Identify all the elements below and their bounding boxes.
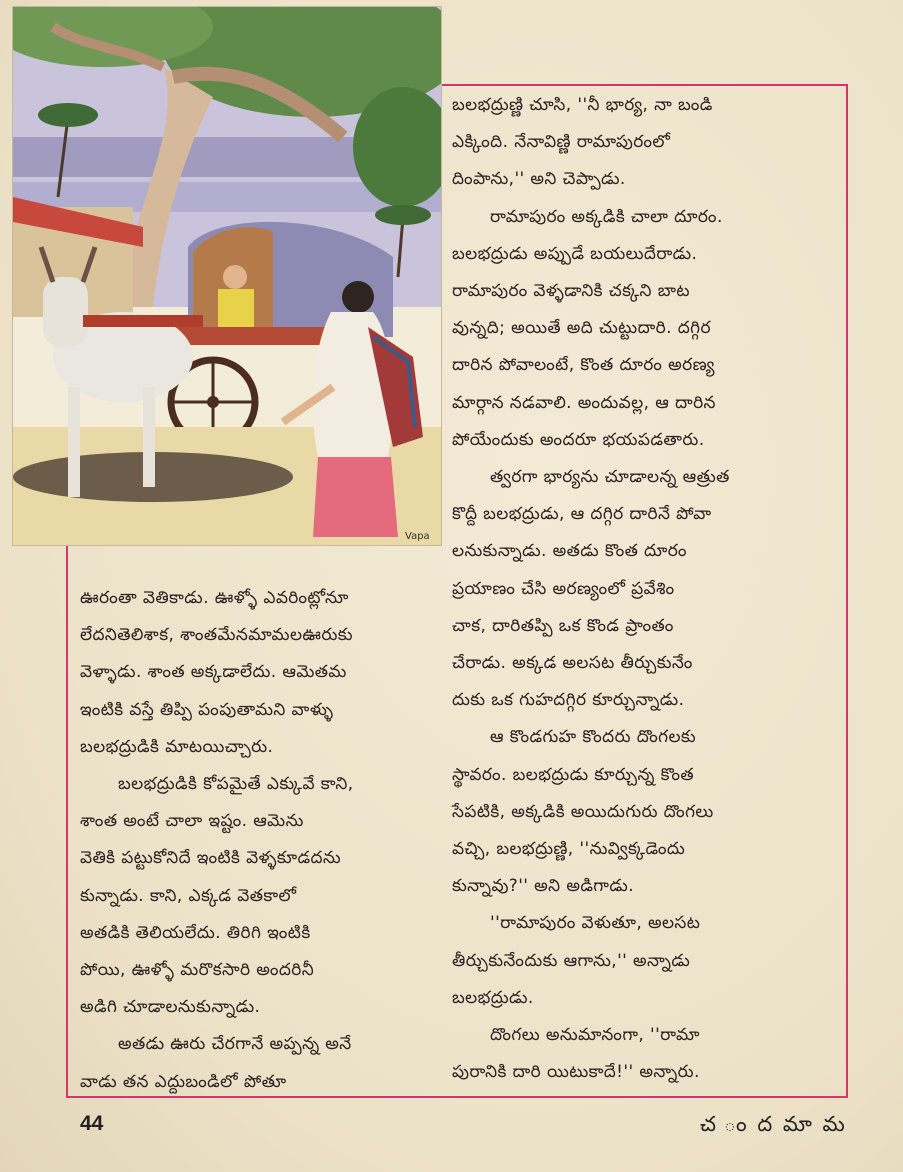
text-line: ''రామాపురం వెళుతూ, అలసట xyxy=(490,913,701,934)
text-line: కున్నావు?'' అని అడిగాడు. xyxy=(452,876,635,897)
text-line: దింపాను,'' అని చెప్పాడు. xyxy=(452,169,626,190)
right-text-column xyxy=(452,87,838,1091)
text-line: ప్రయాణం చేసి అరణ్యంలో ప్రవేశిం xyxy=(452,578,675,599)
text-line: కొద్దీ బలభద్రుడు, ఆ దగ్గిర దారినే పోవా xyxy=(452,504,712,525)
text-line: బలభద్రుడికి మాటయిచ్చారు. xyxy=(80,736,274,757)
text-line: అతడు ఊరు చేరగానే అప్పన్న అనే xyxy=(118,1034,352,1055)
text-line: వాడు తన ఎద్దుబండిలో పోతూ xyxy=(80,1071,287,1092)
page-number: 44 xyxy=(80,1112,104,1135)
magazine-title: చ ం ద మా మ xyxy=(700,1112,847,1136)
text-line: వున్నది; అయితే అది చుట్టుదారి. దగ్గిర xyxy=(452,318,711,339)
text-line: స్థావరం. బలభద్రుడు కూర్చున్న కొంత xyxy=(452,764,694,785)
text-line: ఎక్కింది. నేనావిణ్ణి రామాపురంలో xyxy=(452,132,671,153)
text-line: ఆ కొండగుహ కొందరు దొంగలకు xyxy=(490,727,697,748)
text-line: దుకు ఒక గుహదగ్గిర కూర్చున్నాడు. xyxy=(452,690,685,711)
text-line: మార్గాన నడవాలి. అందువల్ల, ఆ దారిన xyxy=(452,392,716,413)
text-line: త్వరగా భార్యను చూడాలన్న ఆత్రుత xyxy=(490,467,730,488)
text-line: ఇంటికి వస్తే తిప్పి పంపుతామని వాళ్ళు xyxy=(80,699,334,720)
text-line: చేరాడు. అక్కడ అలసట తీర్చుకునేం xyxy=(452,653,693,674)
text-line: తీర్చుకునేందుకు ఆగాను,'' అన్నాడు xyxy=(452,950,691,971)
text-line: వచ్చి, బలభద్రుణ్ణి, ''నువ్విక్కడెందు xyxy=(452,839,686,860)
text-line: లనుకున్నాడు. అతడు కొంత దూరం xyxy=(452,541,687,562)
text-line: సేపటికి, అక్కడికి అయిదుగురు దొంగలు xyxy=(452,801,714,822)
text-line: కున్నాడు. కాని, ఎక్కడ వెతకాలో xyxy=(80,885,297,906)
story-illustration xyxy=(12,6,442,546)
left-text-column xyxy=(80,580,450,1101)
text-line: అడిగి చూడాలనుకున్నాడు. xyxy=(80,997,261,1018)
text-line: దొంగలు అనుమానంగా, ''రామా xyxy=(490,1025,700,1046)
text-line: పోయి, ఊళ్ళో మరొకసారి అందరినీ xyxy=(80,960,315,981)
text-line: వెతికి పట్టుకోనిదే ఇంటికి వెళ్ళకూడదను xyxy=(80,848,342,869)
text-line: వెళ్ళాడు. శాంత అక్కడాలేదు. ఆమెతమ xyxy=(80,662,347,683)
text-line: లేదనితెలిశాక, శాంతమేనమామలఊరుకు xyxy=(80,625,353,646)
text-line: అతడికి తెలియలేదు. తిరిగి ఇంటికి xyxy=(80,922,311,943)
text-line: దారిన పోవాలంటే, కొంత దూరం అరణ్య xyxy=(452,355,715,376)
text-line: బలభద్రుడికి కోపమైతే ఎక్కువే కాని, xyxy=(118,774,354,795)
text-line: బలభద్రుడు అప్పుడే బయలుదేరాడు. xyxy=(452,243,698,264)
text-line: పురానికి దారి యిటుకాదే!'' అన్నారు. xyxy=(452,1062,700,1083)
text-line: చాక, దారితప్పి ఒక కొండ ప్రాంతం xyxy=(452,615,674,636)
text-line: ఊరంతా వెతికాడు. ఊళ్ళో ఎవరింట్లోనూ xyxy=(80,588,349,608)
text-line: పోయేందుకు అందరూ భయపడతారు. xyxy=(452,429,705,450)
artist-signature: Vapa xyxy=(405,531,430,542)
text-line: శాంత అంటే చాలా ఇష్టం. ఆమెను xyxy=(80,811,304,832)
text-line: బలభద్రుడు. xyxy=(452,987,534,1008)
text-line: బలభద్రుణ్ణి చూసి, ''నీ భార్య, నా బండి xyxy=(452,95,713,115)
text-line: రామాపురం వెళ్ళడానికి చక్కని బాట xyxy=(452,281,690,302)
text-line: రామాపురం అక్కడికి చాలా దూరం. xyxy=(490,206,723,227)
